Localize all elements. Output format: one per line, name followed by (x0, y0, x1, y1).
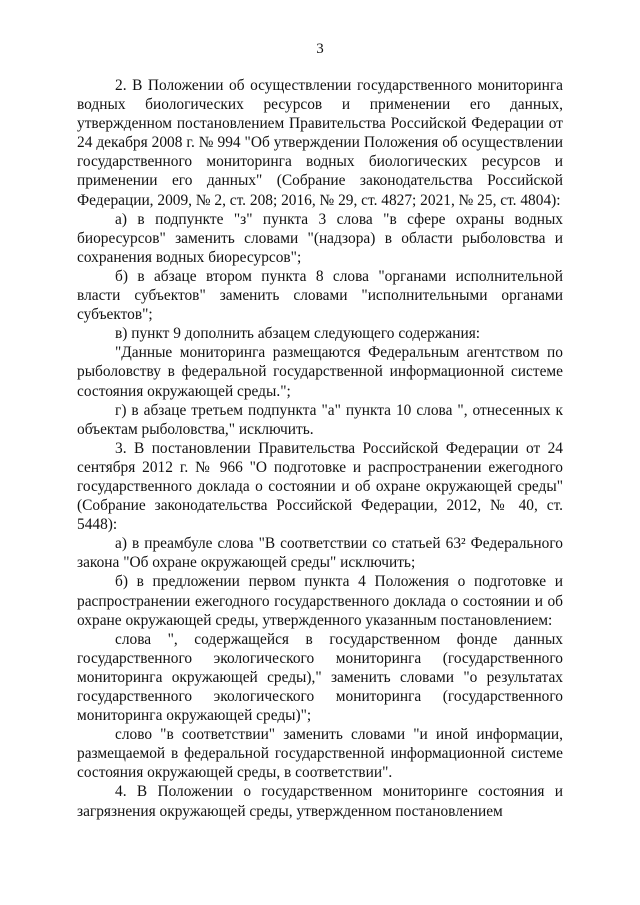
paragraph-item-4: 4. В Положении о государственном мониторинге состояния и загрязнения окружающей среды, утвержденном постановлением (77, 783, 563, 820)
paragraph-subitem-b: б) в абзаце втором пункта 8 слова "органами исполнительной власти субъектов" заменить словами "исполнительными органами субъектов"; (77, 267, 563, 324)
page-number: 3 (316, 41, 324, 57)
paragraph-item-2: 2. В Положении об осуществлении государственного мониторинга водных биологических ресурсов и применении его данных, утвержденном постановлением Правительства Российской Федерации от 24 декабря 2008 г. № 994 "Об утверждении Положения об осуществлении государственного мониторинга водных биологических ресурсов и применении его данных" (Собрание законодательства Российской Федерации, 2009, № 2, ст. 208; 2016, № 29, ст. 4827; 2021, № 25, ст. 4804): (77, 77, 563, 209)
paragraph-item-3: 3. В постановлении Правительства Российской Федерации от 24 сентября 2012 г. № 966 "О подготовке и распространении ежегодного государственного доклада о состоянии и об охране окружающей среды" (Собрание законодательства Российской Федерации, 2012, № 40, ст. 5448): (77, 439, 563, 534)
paragraph-subitem-b-2: б) в предложении первом пункта 4 Положения о подготовке и распространении ежегодного государственного доклада о состоянии и об охране окружающей среды, утвержденного указанным постановлением: (77, 573, 563, 629)
paragraph-word-replace: слово "в соответствии" заменить словами "и иной информации, размещаемой в федеральной государственной информационной системе состояния окружающей среды, в соответствии". (77, 726, 563, 782)
paragraph-quoted-text: "Данные мониторинга размещаются Федеральным агентством по рыболовству в федеральной государственной информационной системе состояния окружающей среды."; (77, 344, 563, 400)
paragraph-words-replace: слова ", содержащейся в государственном фонде данных государственного экологического мониторинга (государственного мониторинга окружающей среды)," заменить словами "о результатах государственного экологического мониторинга (государственного мониторинга окружающей среды)"; (77, 630, 563, 725)
paragraph-subitem-g: г) в абзаце третьем подпункта "а" пункта 10 слова ", отнесенных к объектам рыболовства," исключить. (77, 401, 563, 438)
paragraph-subitem-a-2: а) в преамбуле слова "В соответствии со статьей 63² Федерального закона "Об охране окружающей среды" исключить; (77, 535, 563, 572)
paragraph-subitem-v: в) пункт 9 дополнить абзацем следующего содержания: (115, 325, 481, 343)
document-body (77, 76, 563, 821)
paragraph-subitem-a: а) в подпункте "з" пункта 3 слова "в сфере охраны водных биоресурсов" заменить словами "(надзора) в области рыболовства и сохранения водных биоресурсов"; (77, 210, 563, 266)
